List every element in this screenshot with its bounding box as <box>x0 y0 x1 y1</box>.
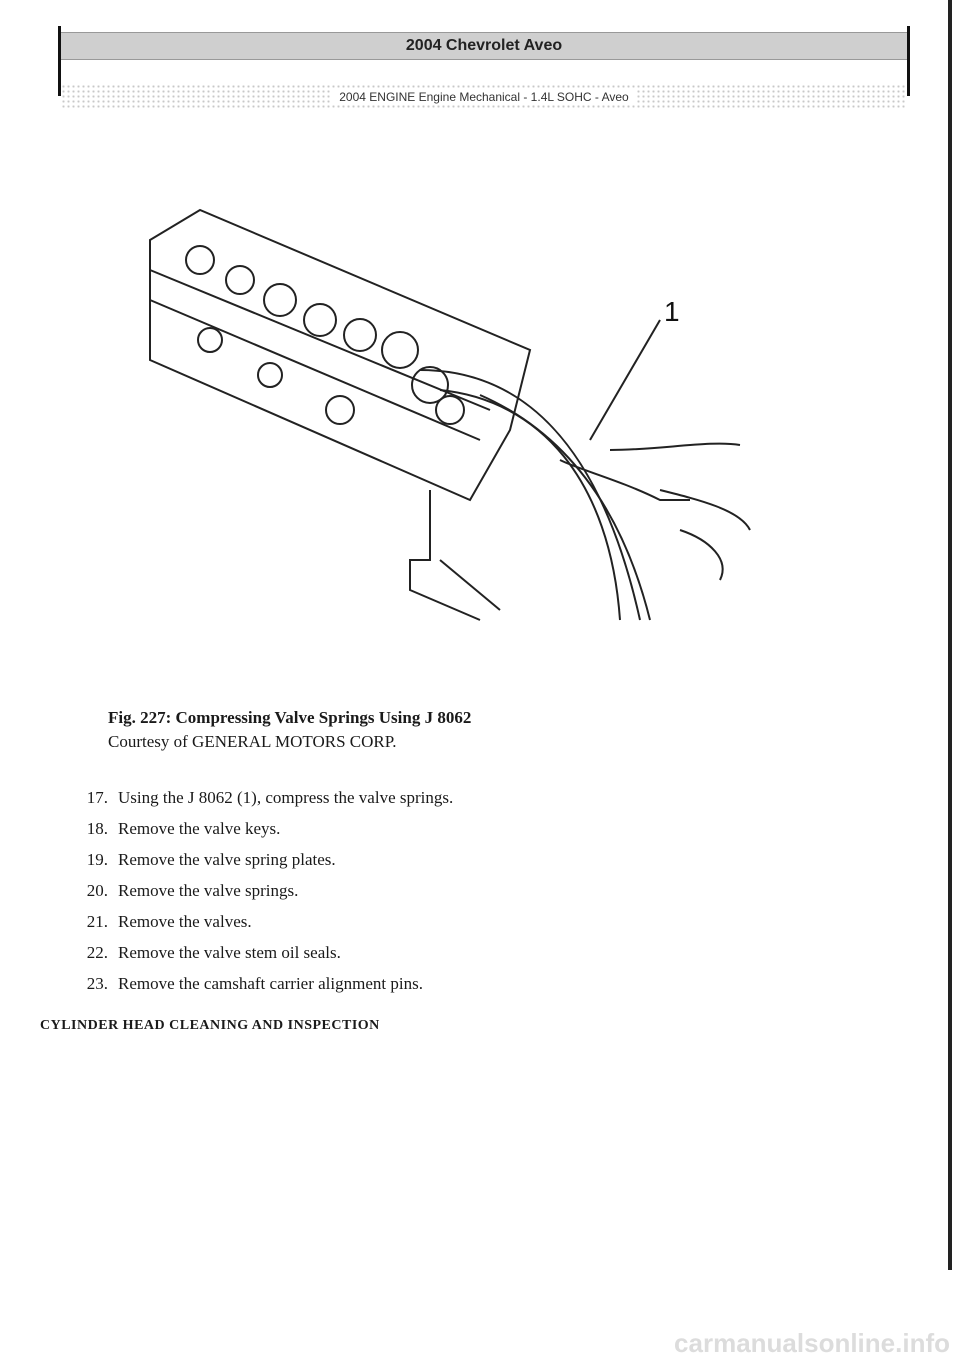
engine-valve-spring-illustration <box>140 200 780 640</box>
page-edge-bar <box>948 0 952 1270</box>
list-item: 19. Remove the valve spring plates. <box>86 849 336 869</box>
list-item: 18. Remove the valve keys. <box>86 818 281 838</box>
figure-callout-1: 1 <box>664 296 680 327</box>
figure-credit: Courtesy of GENERAL MOTORS CORP. <box>108 732 397 751</box>
list-item: 17. Using the J 8062 (1), compress the valve springs. <box>86 787 454 807</box>
watermark-logo: carmanualsonline.info <box>674 1328 950 1358</box>
figure-caption-block <box>108 706 471 754</box>
page-header <box>58 26 910 104</box>
figure-caption: Fig. 227: Compressing Valve Springs Using J 8062 <box>108 708 472 727</box>
document-title: 2004 Chevrolet Aveo <box>61 32 907 60</box>
section-heading: CYLINDER HEAD CLEANING AND INSPECTION <box>40 1018 380 1033</box>
list-item: 21. Remove the valves. <box>86 911 252 931</box>
list-item: 23. Remove the camshaft carrier alignment pins. <box>86 973 423 993</box>
list-item: 20. Remove the valve springs. <box>86 880 299 900</box>
document-subtitle: 2004 ENGINE Engine Mechanical - 1.4L SOHC - Aveo <box>61 84 907 110</box>
list-item: 22. Remove the valve stem oil seals. <box>86 942 341 962</box>
procedure-steps <box>58 782 453 999</box>
